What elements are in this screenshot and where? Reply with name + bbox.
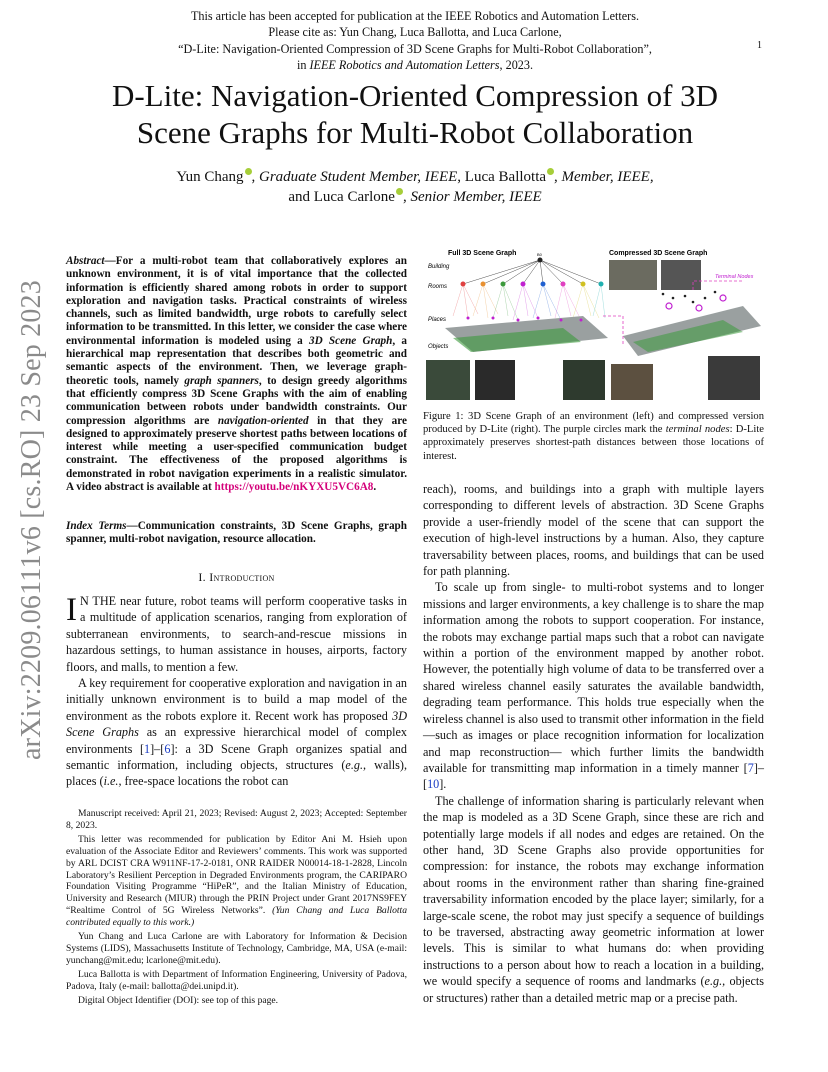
rp3b: objects or structures) rather than a detailed metric map or a precise path. [423,974,764,1005]
notice-line-4 [120,57,710,73]
rp3a: The challenge of information sharing is particularly relevant when the map is modeled as a 3D Scene Graph, since these are rich and potentially large models if all nodes and edges are retained. On the other hand, 3D Scene Graphs also provide opportunities for compression: for instance, the robots may exchange information about rooms in the environment rather than sharing fine-grained traversability information encoded by the place layer; similarly, for a large-scale scene, the robot may just specify a sequence of buildings to be traversed, abstracting away geometric information at lower levels. This is similar to what humans do: when providing instructions to a person about how to reach a location in a building, we would specify a sequence of rooms and landmarks ( [423,793,764,989]
fig-photo-1 [426,360,470,400]
footnote-1: Manuscript received: April 21, 2023; Revised: August 2, 2023; Accepted: September 8, 2023. [66,808,407,831]
authors-line-2: and Luca Carlone , Senior Member, IEEE [288,188,542,205]
citation-link[interactable]: 1 [144,741,151,756]
p2f: walls), places ( [66,758,407,789]
section-title: Introduction [209,570,275,584]
paper-title [40,77,790,151]
citation-link[interactable]: 6 [164,741,171,756]
caption-text-1: Figure 1: 3D Scene Graph of an environment (left) and compressed version produced by D-Lite (right). The purple circles mark the [423,411,764,436]
abstract-text-5: . [373,481,377,494]
right-paragraph-3 [423,793,764,1006]
p2b: 3D Scene Graphs [66,708,407,740]
p2d: ]–[ [150,741,165,756]
fig-layer-building: Building [428,264,450,270]
fig-room-place-edges [453,284,605,320]
abstract-text-4: in that they are designed to approximately preserve shortest paths between locations of interest while meeting a user-specified communication budget constraint. The effectiveness of the proposed algorithms is demonstrated in robot navigation experiments in a realistic simulator. A video abstract is available at [66,414,407,494]
p2a: A key requirement for cooperative exploration and navigation in an initially unknown environment is to build a map model of the environment as the robots explore it. Recent work has proposed [66,676,407,723]
rp3-eg: e.g., [704,974,726,989]
abstract-term-scene-graph: 3D Scene Graph [309,334,393,347]
fig-photo-3 [609,260,657,290]
index-terms [66,520,407,547]
author-list [80,168,750,207]
fig-layer-objects: Objects [428,344,449,350]
author-1: Yun Chang [176,169,244,185]
footnote-4: Luca Ballotta is with Department of Information Engineering, University of Padova, Padova, Italy (e-mail: ballotta@dei.unipd.it). [66,968,407,992]
notice-line-4-post: , 2023. [499,57,534,72]
abstract-term-nav: navigation-oriented [217,414,309,427]
journal-name: IEEE Robotics and Automation Letters [309,57,500,72]
right-column-body [423,481,764,1006]
video-link[interactable]: https://youtu.be/nKYXU5VC6A8 [214,481,374,494]
author-2-role: Member, IEEE, [561,169,654,185]
author-2: Luca Ballotta [464,169,547,185]
fig-layer-places: Places [428,317,447,323]
author-3: and Luca Carlone [288,188,395,205]
intro-paragraph-1 [66,593,407,675]
fig-building-node-label: B0 [537,252,542,257]
index-terms-text: —Communication constraints, 3D Scene Graphs, graph spanner, multi-robot navigation, resource allocation. [66,520,407,546]
footnote-2 [66,834,407,929]
intro-p1-text: N THE near future, robot teams will perform cooperative tasks in a multitude of application scenarios, ranging from exploration of subterranean environments, to search-and-rescue missions in hazardous settings, to human assistance in houses, airports, factory floors, and malls, to mention a few. [66,594,407,674]
figure-caption [423,410,764,463]
footnotes [66,808,407,1009]
fig-compressed-nodes [662,291,717,304]
fig-photo-7 [708,356,760,400]
authors-line-1: Yun Chang , Graduate Student Member, IEEE, Luca Ballotta , Member, IEEE, [176,169,654,185]
arxiv-stamp: arXiv:2209.06111v6 [cs.RO] 23 Sep 2023 [16,280,47,760]
publication-notice [120,8,710,73]
abstract-term-spanners: graph spanners [184,374,259,387]
fig-right-title: Compressed 3D Scene Graph [609,250,708,257]
p2-ie: i.e., [103,774,122,789]
intro-paragraph-2 [66,675,407,790]
title-line-2: Scene Graphs for Multi-Robot Collaboration [136,115,694,150]
rp2b: ]–[ [423,760,764,792]
footnote-3: Yun Chang and Luca Carlone are with Laboratory for Information & Decision Systems (LIDS), Massachusetts Institute of Technology, Cambridge, MA, USA (e-mail: yunchang@mit.edu; lcarlone@mit.edu). [66,931,407,966]
p2-eg: e.g., [345,758,367,773]
notice-line-2: Please cite as: Yun Chang, Luca Ballotta, and Luca Carlone, [268,25,562,40]
p2c: as an expressive hierarchical model of complex environments [ [66,725,408,756]
p2e: ]: a 3D Scene Graph organizes spatial and semantic information, including objects, structures ( [66,741,407,773]
author-1-role: Graduate Student Member, IEEE [259,169,458,185]
citation-link[interactable]: 10 [427,777,440,792]
abstract [66,255,407,494]
page-number: 1 [757,40,762,51]
figure-1 [423,246,762,402]
footnote-2-text: This letter was recommended for publication by Editor Ani M. Hsieh upon evaluation of the Associate Editor and Reviewers’ comments. This work was supported by ARL DCIST CRA W911NF-17-2-0181, ONR RAIDER N00014-18-1-2828, Lincoln Laboratory’s Resilient Perception in Degraded Environments program, the CARIPARO Foundation Visiting Programme “HiPeR”, and the Italian Ministry of Education, University and Research (MIUR) through the PRIN Project under Grant 2017NS9FEY “Realtime Control of 5G Wireless Networks”. [66,833,407,917]
fig-terminal-nodes [666,295,726,311]
index-terms-label: Index Terms [66,520,127,532]
section-heading [66,570,407,585]
abstract-text-1: —For a multi-robot team that collaboratively explores an unknown environment, it is of vital importance that the collected information is efficiently shared among robots in order to support exploration and navigation tasks. Practical constraints of wireless channels, such as limited bandwidth, urge robots to carefully select information to be transmitted. In this letter, we consider the case where environmental information is modeled using a [66,255,407,347]
fig-photo-4 [661,260,701,290]
orcid-icon[interactable] [245,168,252,175]
right-paragraph-2 [423,579,764,792]
notice-line-4-pre: in [296,57,310,72]
title-line-1: D-Lite: Navigation-Oriented Compression of 3D [111,78,719,113]
p2g: free-space locations the robot can [121,774,289,789]
orcid-icon[interactable] [396,188,403,195]
notice-line-3: “D-Lite: Navigation-Oriented Compression of 3D Scene Graphs for Multi-Robot Collaboration”, [178,41,652,56]
fig-room-nodes [461,282,604,287]
citation-link[interactable]: 7 [747,760,754,775]
caption-italic: terminal nodes [665,424,730,436]
rp2c: ]. [439,777,447,792]
fig-dashed-link [603,316,623,346]
notice-line-1: This article has been accepted for publication at the IEEE Robotics and Automation Letters. [190,9,640,23]
fig-photo-5 [563,360,605,400]
drop-cap: I [66,592,77,628]
rp2a: To scale up from single- to multi-robot systems and to longer missions and larger environments, a key challenge is to share the map information among the robots to support cooperation. For instance, the robots may exchange partial maps such that a robot can navigate within a portion of the environment mapped by another robot. However, the potentially high volume of data to be transferred over a shared wireless channel easily saturates the available bandwidth, degrading team performance. This holds true especially when the wireless channel is also used to transmit other information in the field —such as images or place recognition information for localization and map reconstruction— which further limits the bandwidth available for transmitting map information in a timely manner [ [423,580,764,775]
abstract-label: Abstract [66,255,105,267]
right-paragraph-1: reach), rooms, and buildings into a graph with multiple layers corresponding to different levels of abstraction. 3D Scene Graphs provide a user-friendly model of the scene that can support the execution of high-level instructions by a human. Also, they capture traversability between places, rooms, and buildings that can be used for path planning. [423,482,764,579]
fig-layer-rooms: Rooms [428,284,448,290]
fig-building-edges [463,260,601,284]
fig-terminal-label: Terminal Nodes [715,274,754,280]
footnote-5: Digital Object Identifier (DOI): see top of this page. [78,994,279,1006]
abstract-text-2: , a hierarchical map representation that describes both geometric and semantic aspects of the environment. Then, we leverage graph-theoretic tools, namely [66,334,408,387]
fig-left-title: Full 3D Scene Graph [448,250,517,257]
footnote-2-italic: (Yun Chang and Luca Ballotta contributed equally to this work.) [66,905,407,929]
caption-text-2: : D-Lite approximately preserves shortest-path distances between those locations of interest. [423,424,764,462]
abstract-text-3: , to design greedy algorithms that efficiently compress 3D Scene Graphs with the aim of enabling communication between robots under bandwidth constraints. Our compression algorithms are [66,374,408,427]
fig-photo-2 [475,360,515,400]
introduction-body [66,593,407,790]
author-3-role: Senior Member, IEEE [410,188,542,205]
fig-photo-6 [611,364,653,400]
section-number: I. [198,570,206,584]
orcid-icon[interactable] [547,168,554,175]
figure-1-graphic [423,246,762,402]
